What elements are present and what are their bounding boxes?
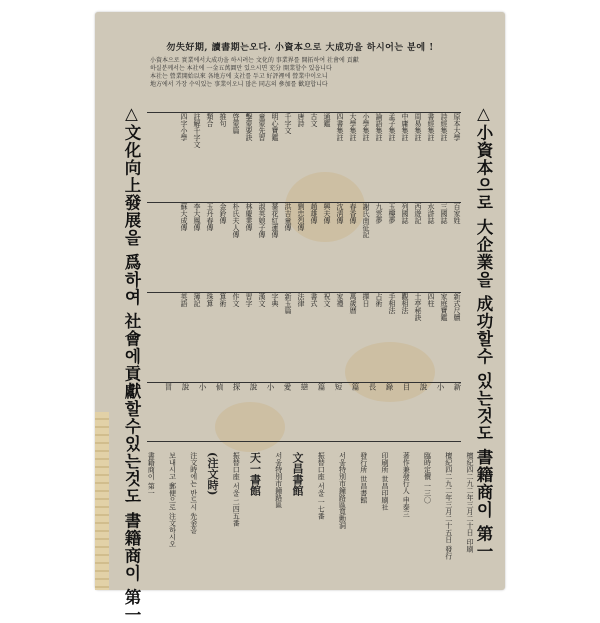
top-banner: 勿失好期, 讀書期는오다. 小資本으로 大成功을 하시어는 분에 ! (166, 43, 434, 53)
left-vertical-slogan: △文化向上發展을 爲하여 社會에貢獻할수있는것도 書籍商이 第一 (122, 104, 141, 623)
catalog-entry: 列國誌 (401, 203, 409, 224)
intro-text (150, 57, 450, 107)
colophon-line: 文昌書館 (291, 452, 304, 496)
catalog-entry: 詩經集註 (440, 113, 448, 141)
catalog-entry: 珠算 (206, 293, 214, 307)
band-entry: 篇 (317, 383, 326, 391)
band-entry: 錄 (385, 383, 394, 391)
colophon-line: 印刷所 世昌印刷社 (381, 452, 389, 511)
catalog-row (147, 112, 461, 201)
catalog-entry: 水滸誌 (427, 203, 435, 224)
binding-spine (95, 412, 109, 590)
band-entry: 篇 (351, 383, 360, 391)
catalog-entry: 擊蒙要訣 (245, 113, 253, 141)
colophon-line: 서울特別市鐘路區寬勳洞 (338, 452, 347, 529)
catalog-entry: 大學集註 (349, 113, 357, 141)
catalog-entry: 法律 (297, 293, 305, 307)
catalog-entry: 李大鳳傳 (193, 203, 201, 231)
catalog-entry: 書經集註 (427, 113, 435, 141)
catalog-entry: 九雲夢 (375, 203, 383, 224)
band-entry: 冒 (164, 383, 173, 391)
band-entry: 短 (334, 383, 343, 391)
catalog-entry: 周易集註 (414, 113, 422, 141)
band-entry: 小 (436, 383, 445, 391)
colophon-line: 보내시고 郵便으로 注文하시오 (168, 452, 177, 548)
book-back-cover (95, 12, 505, 623)
catalog-entry: 萬歲曆 (349, 293, 357, 314)
catalog-entry: 家禮 (336, 293, 344, 307)
band-entry: 探 (232, 383, 241, 391)
catalog-entry: 習字 (245, 293, 253, 307)
novel-catalog-band (147, 382, 461, 442)
band-entry: 小 (198, 383, 207, 391)
catalog-entry: 唐詩 (297, 113, 305, 127)
catalog-entry: 興夫傳 (323, 203, 331, 224)
catalog-entry: 字典 (271, 293, 279, 307)
book-catalog-grid (147, 112, 461, 382)
catalog-entry: 百家姓 (453, 203, 461, 224)
catalog-entry: 孟子集註 (388, 113, 396, 141)
catalog-entry: 朴氏夫人傳 (232, 203, 240, 238)
band-entry: 偵 (215, 383, 224, 391)
catalog-entry: 金鈴傳 (219, 203, 227, 224)
catalog-entry: 推句 (219, 113, 227, 127)
intro-line: 하실분께서는 本社에 一金五萬圜만 있으시면 充分 開業할수 있읍니다 (150, 65, 332, 72)
catalog-entry: 書式 (310, 293, 318, 307)
colophon-line: 振替口座 서울 一七番 (317, 452, 326, 520)
catalog-entry: 薔花紅蓮傳 (271, 203, 279, 238)
catalog-row (147, 292, 461, 381)
band-cells (147, 383, 461, 441)
catalog-entry: 英語 (180, 293, 188, 307)
catalog-entry: 劉忠烈傳 (297, 203, 305, 231)
band-entry: 新 (453, 383, 462, 391)
catalog-entry: 沈淸傳 (336, 203, 344, 224)
colophon-line: 著作兼發行人 申泰三 (402, 452, 411, 518)
catalog-entry: 中庸集註 (401, 113, 409, 141)
band-entry: 愛 (283, 383, 292, 391)
intro-line: 小資本으로 實業에서大成功을 하시려는 文化的 事業界를 開拓하여 社會에 貢獻 (150, 57, 359, 64)
catalog-entry: 占術 (375, 293, 383, 307)
colophon-line: (注文時) (206, 452, 219, 496)
catalog-entry: 論語集註 (375, 113, 383, 141)
catalog-entry: 原本大學 (453, 113, 461, 141)
colophon-line: 檀紀四二九二年三月二十日 印刷 (466, 452, 474, 553)
catalog-entry: 春香傳 (349, 203, 357, 224)
band-entry: 目 (402, 383, 411, 391)
catalog-entry: 謝氏南征記 (362, 203, 370, 238)
catalog-entry: 四書集註 (336, 113, 344, 141)
intro-line: 本社는 營業開始以來 各地方에 支社를 두고 好評裡에 營業中이오니 (150, 73, 328, 80)
catalog-entry: 類合 (206, 113, 214, 127)
catalog-entry: 通鑑 (323, 113, 331, 127)
catalog-entry: 玉丹春傳 (206, 203, 214, 231)
catalog-entry: 擇日 (362, 293, 370, 307)
catalog-entry: 漢文 (258, 293, 266, 307)
colophon-line: 臨時定價 一三〇 (423, 452, 432, 504)
catalog-entry: 新玉篇 (284, 293, 292, 314)
catalog-entry: 古文 (310, 113, 318, 127)
colophon (135, 452, 475, 582)
catalog-entry: 三國誌 (440, 203, 448, 224)
colophon-line: 書籍商이 第一 (147, 452, 156, 497)
catalog-entry: 土亭秘訣 (414, 293, 422, 321)
catalog-entry: 觀相法 (401, 293, 409, 314)
catalog-entry: 新式尺牘 (453, 293, 461, 321)
catalog-entry: 林慶業傳 (245, 203, 253, 231)
band-entry: 長 (368, 383, 377, 391)
catalog-entry: 簿記 (193, 293, 201, 307)
catalog-row-cells (147, 113, 461, 201)
right-vertical-slogan: △小資本으로 大企業을 成功할수 있는것도 書籍商이 第一 (474, 104, 493, 561)
colophon-line: 振替口座 서울 二四五番 (232, 452, 241, 527)
catalog-entry: 童蒙先習 (258, 113, 266, 141)
band-entry: 說 (181, 383, 190, 391)
colophon-line: 發行所 世昌書館 (359, 452, 368, 504)
colophon-line: 注文時에는 반드시 先金을 (189, 452, 198, 534)
catalog-entry: 玉樓夢 (388, 203, 396, 224)
catalog-entry: 家庭寶鑑 (440, 293, 448, 321)
catalog-row-cells (147, 203, 461, 291)
catalog-entry: 四字小學 (180, 113, 188, 141)
catalog-entry: 趙雄傳 (310, 203, 318, 224)
catalog-row (147, 202, 461, 291)
catalog-entry: 手相法 (388, 293, 396, 314)
catalog-entry: 註解千字文 (193, 113, 201, 148)
catalog-entry: 祝文 (323, 293, 331, 307)
colophon-line: 서울特別市鐘路區 (274, 452, 283, 508)
catalog-entry: 四柱 (427, 293, 435, 307)
catalog-entry: 作文 (232, 293, 240, 307)
catalog-entry: 算術 (219, 293, 227, 307)
catalog-entry: 啓蒙篇 (232, 113, 240, 134)
catalog-entry: 明心寶鑑 (271, 113, 279, 141)
band-entry: 戀 (300, 383, 309, 391)
catalog-entry: 千字文 (284, 113, 292, 134)
band-entry: 說 (249, 383, 258, 391)
catalog-entry: 蘇大成傳 (180, 203, 188, 231)
catalog-entry: 洪吉童傳 (284, 203, 292, 231)
band-entry: 說 (419, 383, 428, 391)
catalog-row-cells (147, 293, 461, 381)
catalog-entry: 小學集註 (362, 113, 370, 141)
colophon-line: 天一書館 (248, 452, 262, 496)
catalog-entry: 淑英娘子傳 (258, 203, 266, 238)
intro-line: 地方에서 가장 수익있는 事業이오니 많은 同志의 參加를 歡迎합니다 (150, 81, 328, 88)
colophon-line: 檀紀四二九二年三月二十五日 發行 (444, 452, 453, 560)
catalog-entry: 西遊記 (414, 203, 422, 224)
band-entry: 小 (266, 383, 275, 391)
